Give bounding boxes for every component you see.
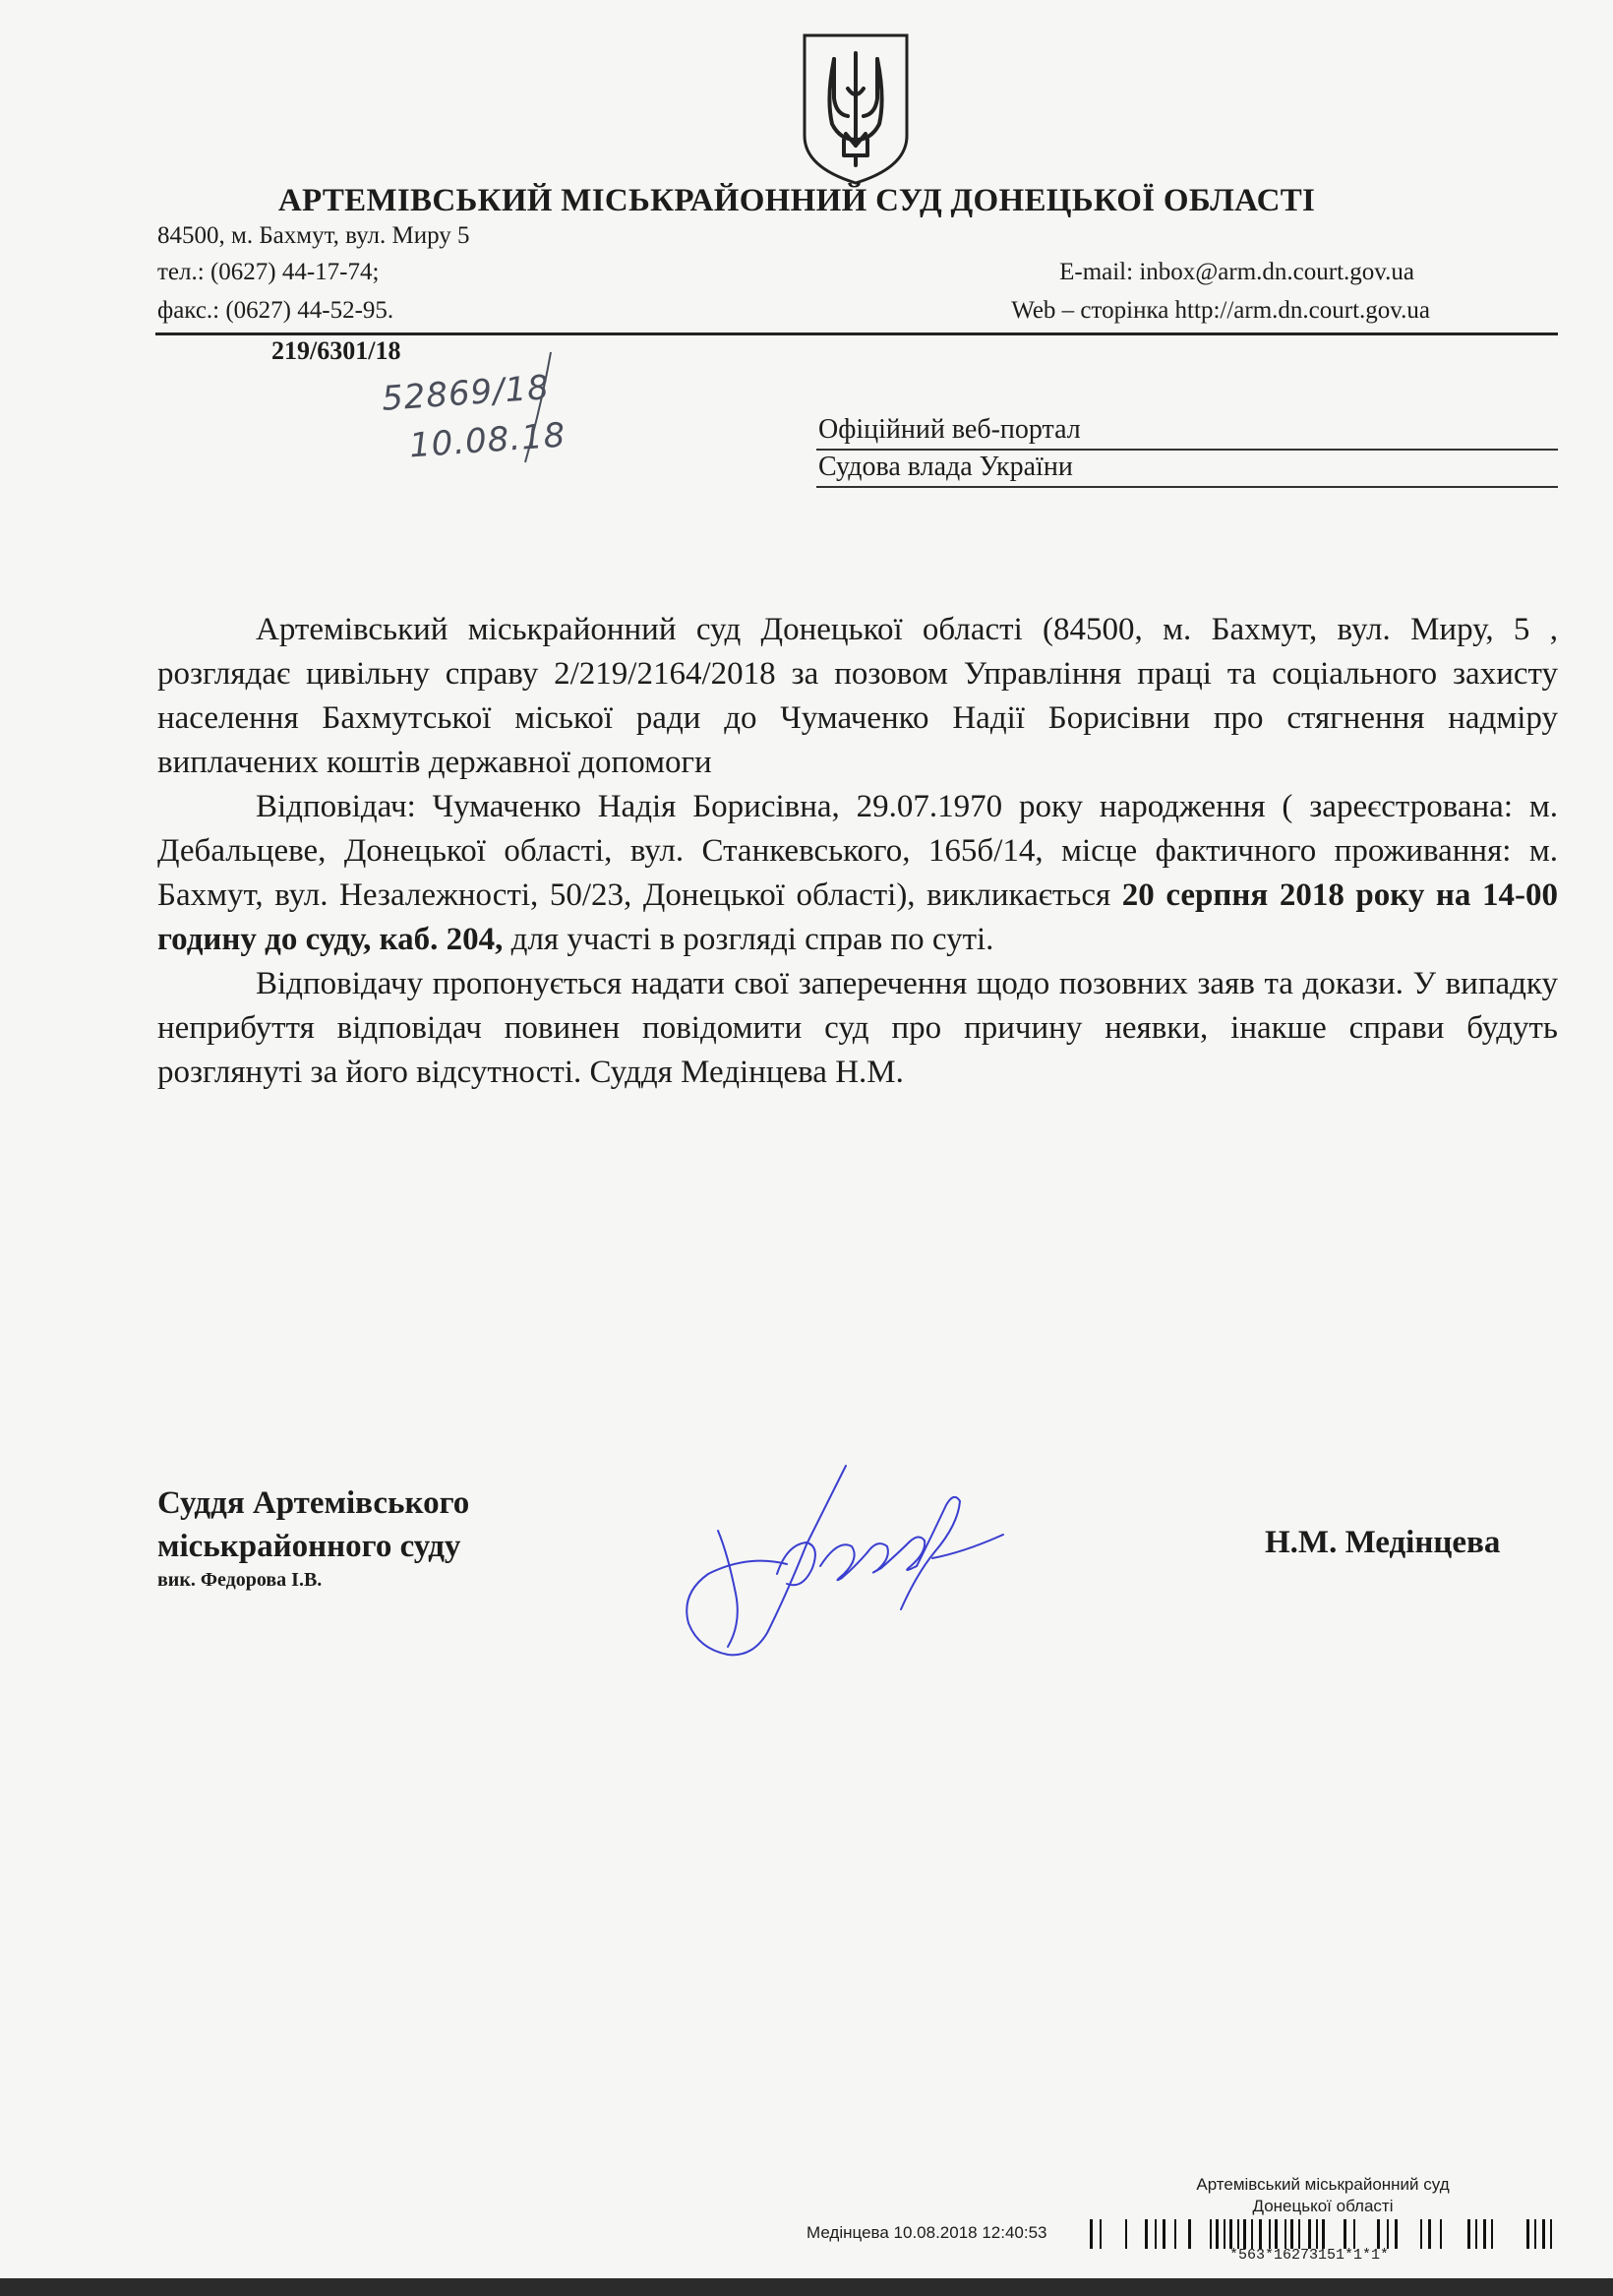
judge-title-line-2: міськрайонного суду — [157, 1529, 461, 1564]
handwritten-signature — [659, 1436, 1033, 1692]
defendant-details: Відповідач: Чумаченко Надія Борисівна, 29.07.1970 року народження ( зареєстрована: м. Дебальцеве, Донецької області, вул. Станкевського, 165б/14, місце фактичного проживання: м. Бахмут, вул. Незалежності, 50/23, Донецької області), викликається — [157, 789, 1558, 913]
executor-name: вик. Федорова І.В. — [157, 1569, 323, 1591]
body-paragraph-case: Артемівський міськрайонний суд Донецької області (84500, м. Бахмут, вул. Миру, 5 , розглядає цивільну справу 2/219/2164/2018 за позовом Управління праці та соціального захисту населення Бахмутської міської ради до Чумаченко Надії Борисівни про стягнення надміру виплачених коштів державної допомоги — [157, 612, 1558, 780]
court-email: E-mail: inbox@arm.dn.court.gov.ua — [1059, 259, 1414, 285]
header-divider — [155, 332, 1558, 335]
barcode-number: *563*16273151*1*1* — [1229, 2247, 1390, 2264]
scan-bottom-edge — [0, 2278, 1613, 2296]
letter-body — [157, 608, 1558, 1095]
body-paragraph-instructions: Відповідачу пропонується надати свої заперечення щодо позовних заяв та докази. У випадку неприбуття відповідач повинен повідомити суд про причину неявки, інакше справи будуть розглянуті за його відсутності. Суддя Медінцева Н.М. — [157, 966, 1558, 1090]
judge-title-block — [157, 1481, 469, 1592]
handwritten-incoming-number: 52869/18 — [380, 368, 552, 419]
stamp-court-line-1: Артемівський міськрайонний суд — [1196, 2175, 1450, 2194]
system-stamp-court — [1111, 2174, 1534, 2217]
court-fax: факс.: (0627) 44-52-95. — [157, 297, 394, 324]
case-reference-number: 219/6301/18 — [271, 336, 401, 365]
recipient-line-2: Судова влада України — [816, 451, 1558, 488]
document-barcode — [1086, 2219, 1558, 2249]
recipient-block — [816, 413, 1558, 488]
hearing-purpose: для участі в розгляді справ по суті. — [503, 922, 994, 957]
coat-of-arms-icon — [797, 30, 915, 187]
judge-title-line-1: Суддя Артемівського — [157, 1485, 470, 1521]
court-website: Web – сторінка http://arm.dn.court.gov.ua — [1011, 297, 1430, 324]
recipient-line-1: Офіційний веб-портал — [816, 413, 1558, 451]
body-paragraph-defendant — [157, 785, 1558, 962]
court-phone: тел.: (0627) 44-17-74; — [157, 259, 380, 285]
handwritten-incoming-date: 10.08.18 — [407, 415, 568, 466]
court-name: АРТЕМІВСЬКИЙ МІСЬКРАЙОННИЙ СУД ДОНЕЦЬКОЇ ОБЛАСТІ — [277, 183, 1316, 218]
stamp-user-timestamp: Медінцева 10.08.2018 12:40:53 — [806, 2223, 1047, 2242]
hearing-datetime: 20 серпня 2018 року на 14-00 годину до суду, каб. 204, — [157, 877, 1558, 957]
stamp-court-line-2: Донецької області — [1252, 2197, 1394, 2215]
judge-name: Н.М. Медінцева — [1265, 1525, 1501, 1560]
court-address: 84500, м. Бахмут, вул. Миру 5 — [157, 222, 470, 249]
